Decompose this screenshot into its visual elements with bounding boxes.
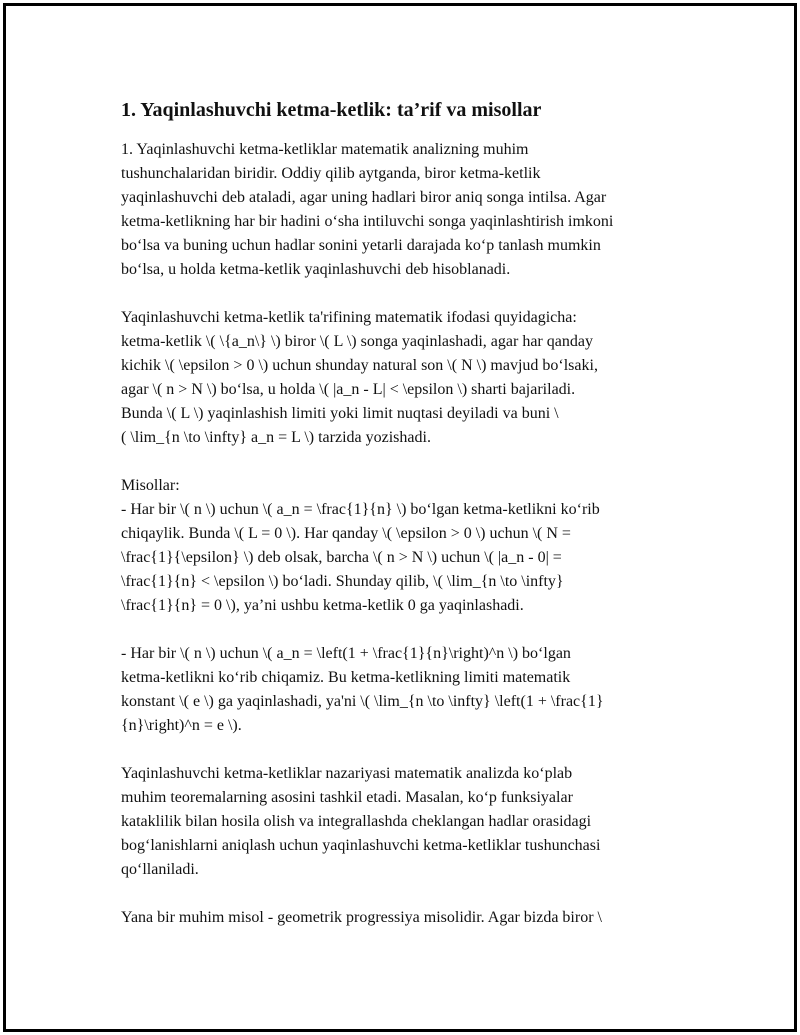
text-line: Yana bir muhim misol - geometrik progressiya misolidir. Agar bizda biror \ bbox=[121, 909, 602, 926]
text-line: \frac{1}{n} = 0 \), ya’ni ushbu ketma-ketlik 0 ga yaqinlashadi. bbox=[121, 597, 524, 614]
paragraph-gap bbox=[121, 282, 696, 306]
text-line: ketma-ketlikni ko‘rib chiqamiz. Bu ketma-ketlikning limiti matematik bbox=[121, 669, 571, 686]
text-line: agar \( n > N \) bo‘lsa, u holda \( |a_n - L| < \epsilon \) sharti bajariladi. bbox=[121, 381, 576, 398]
text-line: 1. Yaqinlashuvchi ketma-ketliklar matematik analizning muhim bbox=[121, 141, 529, 158]
text-line: kataklilik bilan hosila olish va integrallashda cheklangan hadlar orasidagi bbox=[121, 813, 592, 830]
text-line: \frac{1}{n} < \epsilon \) bo‘ladi. Shunday qilib, \( \lim_{n \to \infty} bbox=[121, 573, 564, 590]
text-line: bog‘lanishlarni aniqlash uchun yaqinlashuvchi ketma-ketliklar tushunchasi bbox=[121, 837, 601, 854]
text-line: muhim teoremalarning asosini tashkil etadi. Masalan, ko‘p funksiyalar bbox=[121, 789, 573, 806]
text-line: - Har bir \( n \) uchun \( a_n = \frac{1}{n} \) bo‘lgan ketma-ketlikni ko‘rib bbox=[121, 501, 600, 518]
paragraph-gap bbox=[121, 738, 696, 762]
text-line: Yaqinlashuvchi ketma-ketliklar nazariyasi matematik analizda ko‘plab bbox=[121, 765, 573, 782]
text-line: chiqaylik. Bunda \( L = 0 \). Har qanday \( \epsilon > 0 \) uchun \( N = bbox=[121, 525, 571, 542]
text-line: yaqinlashuvchi deb ataladi, agar uning hadlari biror aniq songa intilsa. Agar bbox=[121, 189, 607, 206]
paragraph-gap bbox=[121, 450, 696, 474]
text-line: bo‘lsa va buning uchun hadlar sonini yetarli darajada ko‘p tanlash mumkin bbox=[121, 237, 601, 254]
document-title: 1. Yaqinlashuvchi ketma-ketlik: ta’rif va misollar bbox=[121, 99, 542, 121]
text-line: {n}\right)^n = e \). bbox=[121, 717, 242, 734]
text-line: - Har bir \( n \) uchun \( a_n = \left(1 + \frac{1}{n}\right)^n \) bo‘lgan bbox=[121, 645, 571, 662]
text-line: Bunda \( L \) yaqinlashish limiti yoki limit nuqtasi deyiladi va buni \ bbox=[121, 405, 559, 422]
text-line: Misollar: bbox=[121, 477, 180, 494]
paragraph-gap bbox=[121, 618, 696, 642]
document-content bbox=[121, 96, 696, 930]
text-line: Yaqinlashuvchi ketma-ketlik ta'rifining matematik ifodasi quyidagicha: bbox=[121, 309, 577, 326]
document-body bbox=[121, 138, 696, 930]
text-line: kichik \( \epsilon > 0 \) uchun shunday natural son \( N \) mavjud bo‘lsaki, bbox=[121, 357, 598, 374]
text-line: tushunchalaridan biridir. Oddiy qilib aytganda, biror ketma-ketlik bbox=[121, 165, 541, 182]
text-line: ketma-ketlik \( \{a_n\} \) biror \( L \) songa yaqinlashadi, agar har qanday bbox=[121, 333, 593, 350]
page-frame bbox=[3, 3, 797, 1032]
text-line: bo‘lsa, u holda ketma-ketlik yaqinlashuvchi deb hisoblanadi. bbox=[121, 261, 511, 278]
text-line: konstant \( e \) ga yaqinlashadi, ya'ni \( \lim_{n \to \infty} \left(1 + \frac{1} bbox=[121, 693, 604, 710]
paragraph-gap bbox=[121, 882, 696, 906]
text-line: ketma-ketlikning har bir hadini o‘sha intiluvchi songa yaqinlashtirish imkoni bbox=[121, 213, 614, 230]
text-line: qo‘llaniladi. bbox=[121, 861, 199, 878]
text-line: \frac{1}{\epsilon} \) deb olsak, barcha \( n > N \) uchun \( |a_n - 0| = bbox=[121, 549, 562, 566]
text-line: ( \lim_{n \to \infty} a_n = L \) tarzida yozishadi. bbox=[121, 429, 431, 446]
